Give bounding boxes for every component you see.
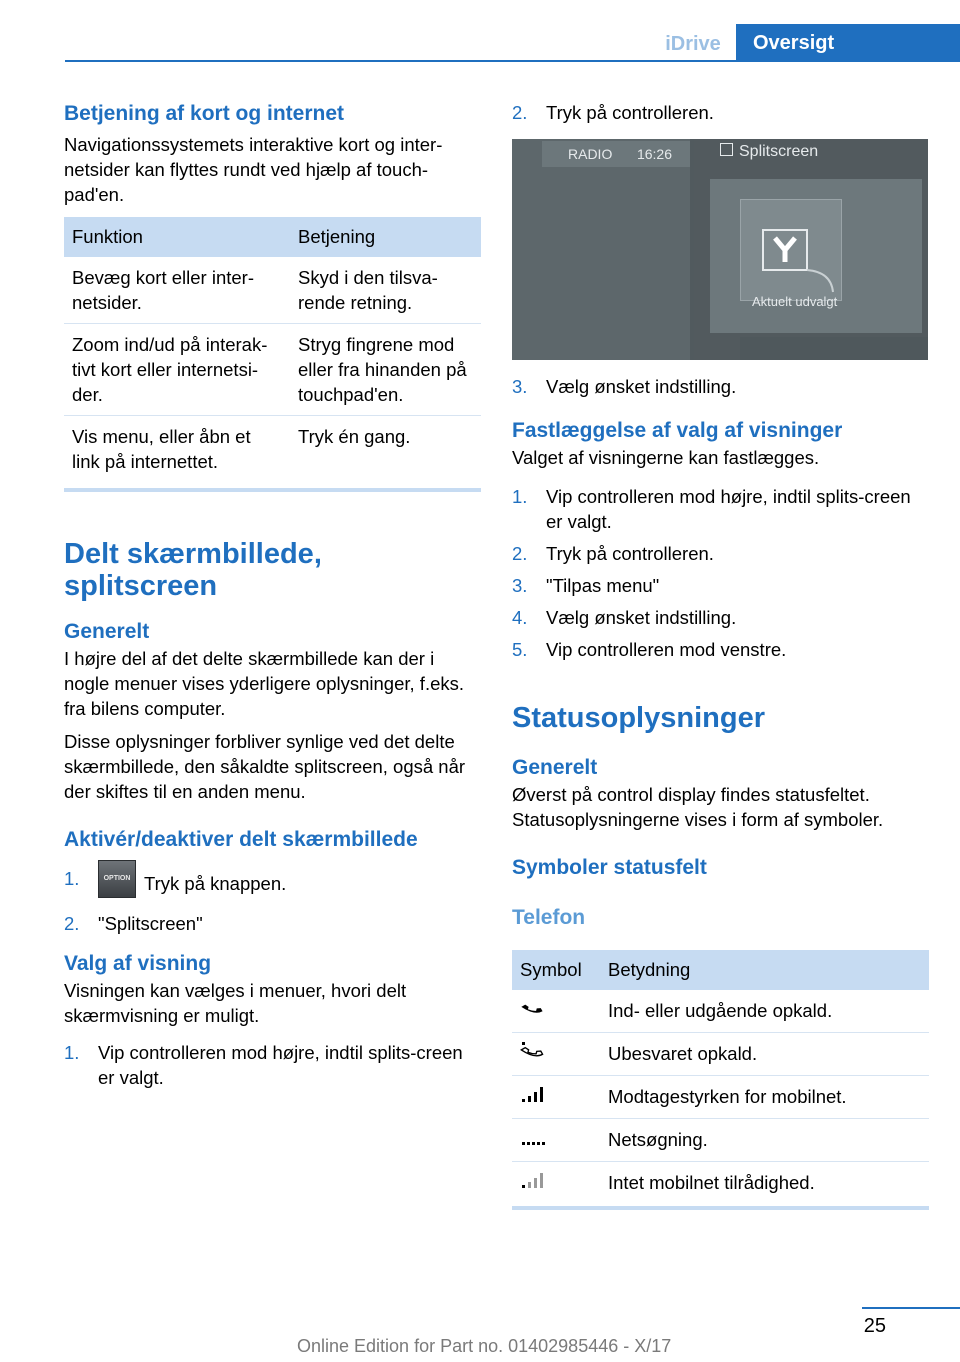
list-item: [64, 866, 481, 904]
table-cell: Ind- eller udgående opkald.: [600, 990, 929, 1033]
header-tab-oversigt: Oversigt: [736, 24, 960, 62]
subsection-title-generelt: Generelt: [64, 620, 150, 643]
table-cell: Stryg fingrene mod eller fra hinanden på touchpad'en.: [290, 324, 481, 416]
screen-right-pane: [694, 139, 928, 360]
table-row: [64, 257, 481, 324]
screen-aktuelt-label: Aktuelt udvalgt: [752, 294, 838, 309]
table-cell: Bevæg kort eller inter-netsider.: [64, 257, 290, 324]
table-row: [64, 324, 481, 416]
table-row: [512, 990, 929, 1033]
table-cell: Vis menu, eller åbn et link på internettet.: [72, 426, 251, 472]
step-text: Tryk på knappen.: [144, 872, 287, 894]
subsection-title-telefon: Telefon: [512, 906, 586, 929]
step-number: 2.: [64, 913, 80, 934]
table-cell: Zoom ind/ud på interak-tivt kort eller internetsi-der.: [64, 324, 290, 416]
table-header: Funktion: [64, 217, 290, 257]
step-number: 4.: [512, 607, 528, 628]
signal-strength-icon: [520, 1084, 548, 1104]
subsection-title-aktiver: Aktivér/deaktiver delt skærmbillede: [64, 828, 418, 851]
list-item: [512, 100, 929, 125]
list-item: [512, 541, 929, 566]
step-text: Tryk på controlleren.: [546, 543, 714, 564]
step-text: Vip controlleren mod venstre.: [546, 639, 787, 660]
footer-rule: [862, 1307, 960, 1309]
network-search-icon: [520, 1127, 548, 1147]
screen-time: 16:26: [636, 146, 672, 162]
table-end-rule: [64, 488, 481, 492]
step-number: 3.: [512, 376, 528, 397]
subsection-title-generelt: Generelt: [512, 756, 598, 779]
paragraph: Valget af visningerne kan fastlægges.: [512, 447, 820, 468]
table-cell: Skyd i den tilsva-rende retning.: [290, 257, 481, 324]
screen-status-bar: [542, 141, 690, 167]
page-number: 25: [863, 1315, 886, 1337]
subsection-title-valg: Valg af visning: [64, 952, 212, 975]
list-item: [512, 484, 929, 534]
checkbox-icon: [720, 143, 733, 156]
step-number: 1.: [64, 868, 80, 889]
table-row: [512, 1162, 929, 1205]
table-header: Betydning: [600, 950, 929, 990]
table-cell: Intet mobilnet tilrådighed.: [608, 1172, 815, 1193]
list-item: [512, 573, 929, 598]
step-number: 2.: [512, 102, 528, 123]
steps-list: [512, 484, 929, 662]
section-title-splitscreen: Delt skærmbillede, splitscreen: [64, 538, 322, 602]
list-item: [512, 374, 929, 399]
table-row: [512, 1033, 929, 1076]
screen-selection-card: [710, 179, 922, 333]
table-cell: Netsøgning.: [600, 1119, 929, 1162]
table-cell: [512, 1033, 600, 1076]
table-row: [64, 416, 481, 483]
step-number: 3.: [512, 575, 528, 596]
step-text: Vip controlleren mod højre, indtil splits-creen er valgt.: [98, 1042, 463, 1088]
option-button-icon: OPTION: [98, 860, 136, 898]
page-header: [0, 0, 960, 62]
screen-splitscreen-label: Splitscreen: [739, 143, 819, 160]
step-text: Vælg ønsket indstilling.: [546, 607, 737, 628]
paragraph: Disse oplysninger forbliver synlige ved det delte skærmbillede, den såkaldte splitscreen, også når der skiftes til en anden menu.: [64, 731, 466, 802]
section-title-statusoplysninger: Statusoplysninger: [512, 702, 765, 734]
right-column: [512, 100, 929, 1210]
phone-icon: [520, 998, 548, 1018]
step-number: 1.: [64, 1042, 80, 1063]
subsection-title-symboler: Symboler statusfelt: [512, 856, 707, 879]
table-header: Symbol: [512, 950, 600, 990]
table-cell: Tryk én gang.: [298, 426, 411, 447]
steps-list: [64, 1040, 481, 1090]
steps-list: [512, 100, 929, 125]
no-network-icon: [520, 1170, 548, 1190]
left-column: [64, 100, 481, 1097]
missed-call-icon: [520, 1041, 548, 1061]
subsection-title-fastlaeggelse: Fastlæggelse af valg af visninger: [512, 419, 843, 442]
table-row: [512, 1119, 929, 1162]
list-item: [512, 637, 929, 662]
idrive-screenshot: [512, 139, 928, 360]
table-cell: [512, 1076, 600, 1119]
table-symbol-betydning: [512, 950, 929, 1204]
paragraph: Visningen kan vælges i menuer, hvori delt skærmvisning er muligt.: [64, 980, 407, 1026]
step-number: 1.: [512, 486, 528, 507]
table-cell: [512, 1119, 600, 1162]
paragraph: Navigationssystemets interaktive kort og inter-netsider kan flyttes rundt ved hjælp af touch-pad'en.: [64, 134, 443, 205]
screen-splitscreen-title: [720, 141, 818, 163]
step-text: "Splitscreen": [98, 913, 203, 934]
paragraph: I højre del af det delte skærmbillede kan der i nogle menuer vises yderligere oplysninger, f.eks. fra bilens computer.: [64, 648, 465, 719]
screen-radio-label: RADIO: [568, 146, 613, 162]
step-number: 5.: [512, 639, 528, 660]
table-cell: [512, 1162, 600, 1205]
steps-list: [64, 866, 481, 936]
paragraph: Øverst på control display findes statusfeltet. Statusoplysningerne vises i form af symboler.: [512, 784, 884, 830]
table-funktion-betjening: [64, 217, 481, 482]
list-item: [512, 605, 929, 630]
step-text: "Tilpas menu": [546, 575, 660, 596]
list-item: [64, 911, 481, 936]
screen-bottom-strip: [740, 337, 928, 360]
footer-edition: Online Edition for Part no. 01402985446 - X/17: [297, 1336, 672, 1356]
step-text: Vælg ønsket indstilling.: [546, 376, 737, 397]
header-tab-idrive: iDrive: [665, 33, 721, 55]
step-number: 2.: [512, 543, 528, 564]
table-cell: Ubesvaret opkald.: [600, 1033, 929, 1076]
header-rule: [65, 60, 960, 62]
step-text: Tryk på controlleren.: [546, 102, 714, 123]
steps-list: [512, 374, 929, 399]
table-cell: [512, 990, 600, 1033]
table-cell: Modtagestyrken for mobilnet.: [600, 1076, 929, 1119]
table-end-rule: [512, 1206, 929, 1210]
list-item: [64, 1040, 481, 1090]
section-title-kort-internet: Betjening af kort og internet: [64, 102, 345, 125]
map-thumbnail-icon: [740, 199, 842, 301]
screen-left-pane: [512, 139, 690, 360]
table-header: Betjening: [290, 217, 481, 257]
step-text: Vip controlleren mod højre, indtil splits-creen er valgt.: [546, 486, 911, 532]
table-row: [512, 1076, 929, 1119]
